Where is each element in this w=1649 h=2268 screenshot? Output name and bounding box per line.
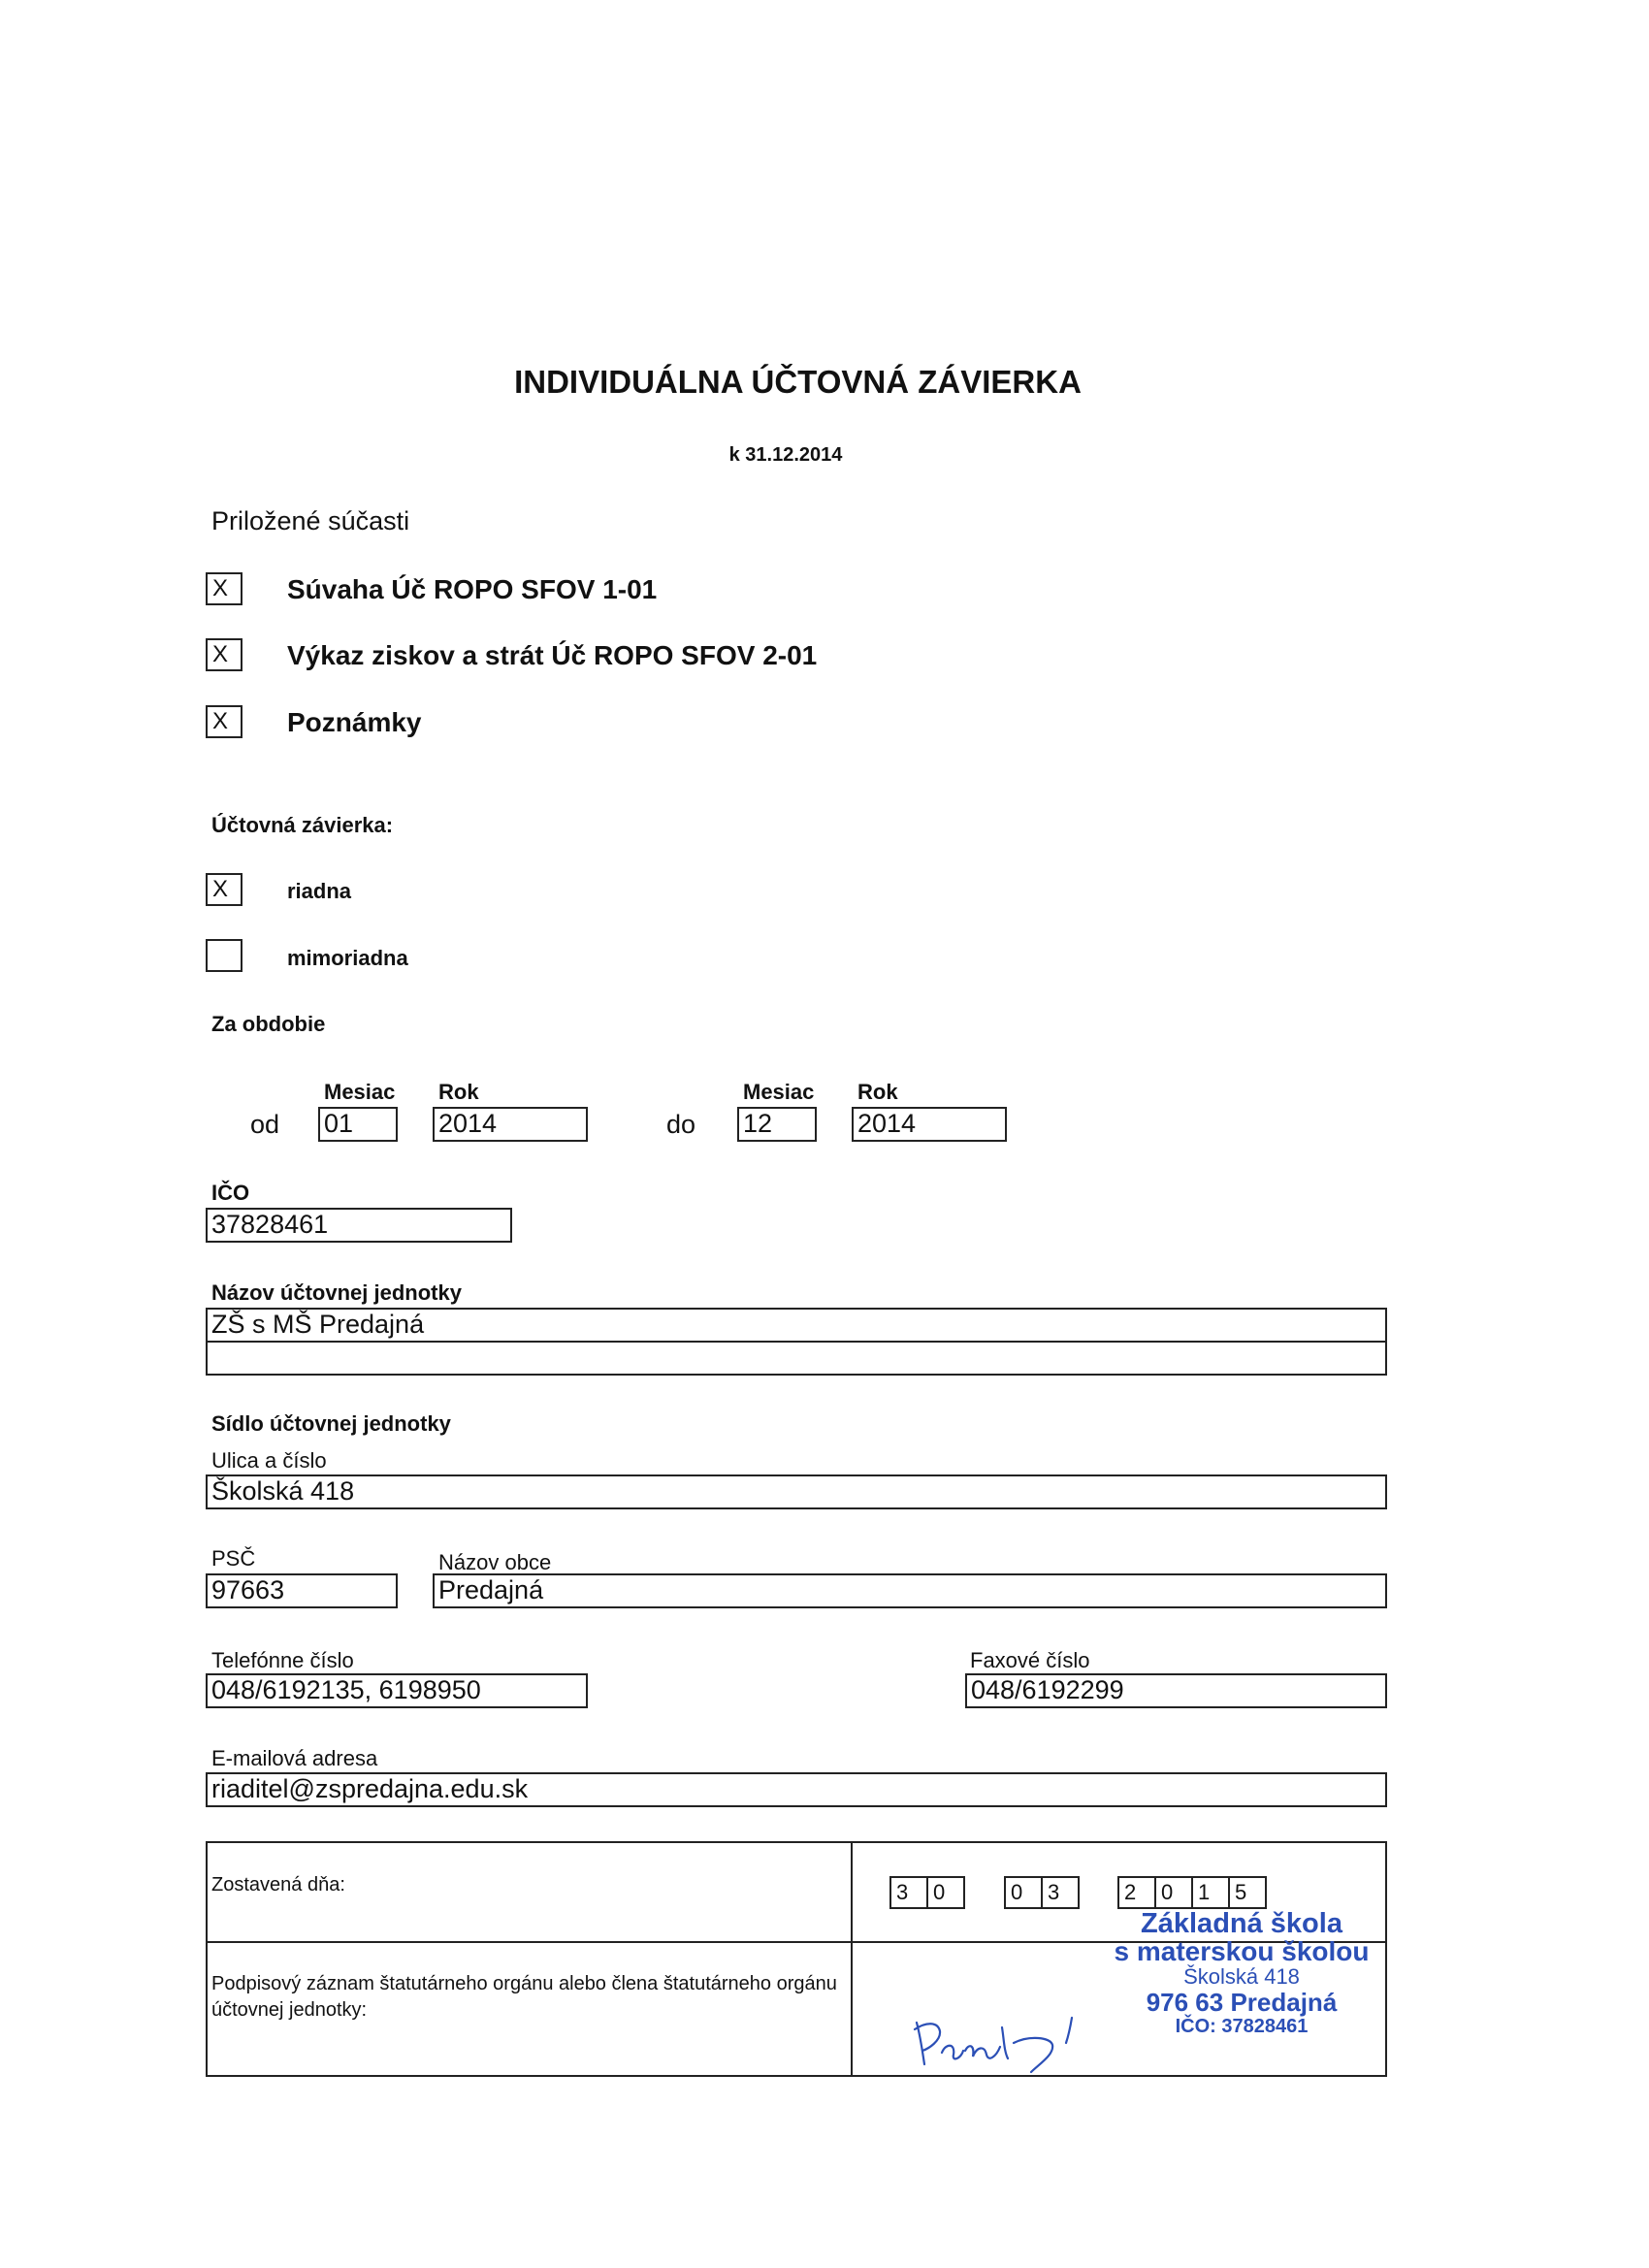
month-digits <box>1004 1876 1080 1909</box>
unit-name-field-2[interactable] <box>206 1341 1387 1376</box>
ico-field[interactable]: 37828461 <box>206 1208 512 1243</box>
checkbox-riadna[interactable]: X <box>206 873 242 906</box>
email-field[interactable]: riaditel@zspredajna.edu.sk <box>206 1772 1387 1807</box>
day-digit-1[interactable]: 3 <box>889 1876 928 1909</box>
to-month-field[interactable]: 12 <box>737 1107 817 1142</box>
school-stamp <box>1086 1909 1397 2037</box>
document-title: INDIVIDUÁLNA ÚČTOVNÁ ZÁVIERKA <box>514 364 1082 400</box>
from-label: od <box>250 1110 280 1139</box>
from-month-label: Mesiac <box>324 1080 396 1104</box>
table-left-border <box>206 1841 208 2077</box>
day-digit-2[interactable]: 0 <box>926 1876 965 1909</box>
label-mimoriadna: mimoriadna <box>287 946 408 970</box>
year-digit-2[interactable]: 0 <box>1154 1876 1193 1909</box>
city-field[interactable]: Predajná <box>433 1573 1387 1608</box>
year-digit-4[interactable]: 5 <box>1228 1876 1267 1909</box>
label-riadna: riadna <box>287 879 352 903</box>
month-digit-1[interactable]: 0 <box>1004 1876 1043 1909</box>
checkbox-vykaz[interactable]: X <box>206 638 242 671</box>
city-label: Názov obce <box>438 1550 552 1574</box>
stamp-line-4: 976 63 Predajná <box>1146 1988 1338 2017</box>
psc-field[interactable]: 97663 <box>206 1573 398 1608</box>
label-poznamky: Poznámky <box>287 707 422 737</box>
fax-label: Faxové číslo <box>970 1648 1090 1672</box>
stamp-line-1: Základná škola <box>1141 1908 1342 1939</box>
street-label: Ulica a číslo <box>211 1448 327 1473</box>
fax-field[interactable]: 048/6192299 <box>965 1673 1387 1708</box>
stamp-line-2: s materskou školou <box>1114 1936 1370 1966</box>
from-year-field[interactable]: 2014 <box>433 1107 588 1142</box>
period-heading: Za obdobie <box>211 1012 326 1036</box>
psc-label: PSČ <box>211 1546 256 1571</box>
ico-label: IČO <box>211 1181 250 1205</box>
to-label: do <box>666 1110 696 1139</box>
signature-label: Podpisový záznam štatutárneho orgánu alebo člena štatutárneho orgánu účtovnej jednotky: <box>211 1973 837 2021</box>
table-top-border <box>206 1841 1387 1843</box>
to-month-label: Mesiac <box>743 1080 815 1104</box>
document-date: k 31.12.2014 <box>728 444 843 466</box>
handwritten-signature <box>907 2008 1091 2076</box>
components-heading: Priložené súčasti <box>211 506 410 535</box>
year-digit-3[interactable]: 1 <box>1191 1876 1230 1909</box>
checkbox-suvaha[interactable]: X <box>206 572 242 605</box>
label-vykaz: Výkaz ziskov a strát Úč ROPO SFOV 2-01 <box>287 640 818 670</box>
address-heading: Sídlo účtovnej jednotky <box>211 1411 451 1436</box>
stamp-line-3: Školská 418 <box>1183 1964 1300 1989</box>
street-field[interactable]: Školská 418 <box>206 1474 1387 1509</box>
to-year-label: Rok <box>857 1080 898 1104</box>
checkbox-mimoriadna[interactable] <box>206 939 242 972</box>
checkbox-poznamky[interactable]: X <box>206 705 242 738</box>
month-digit-2[interactable]: 3 <box>1041 1876 1080 1909</box>
email-label: E-mailová adresa <box>211 1746 378 1770</box>
to-year-field[interactable]: 2014 <box>852 1107 1007 1142</box>
phone-field[interactable]: 048/6192135, 6198950 <box>206 1673 588 1708</box>
statement-type-heading: Účtovná závierka: <box>211 813 394 837</box>
day-digits <box>889 1876 965 1909</box>
label-suvaha: Súvaha Úč ROPO SFOV 1-01 <box>287 574 658 604</box>
unit-name-label: Názov účtovnej jednotky <box>211 1280 462 1305</box>
phone-label: Telefónne číslo <box>211 1648 354 1672</box>
table-bottom-border <box>206 2075 1387 2077</box>
stamp-line-5: IČO: 37828461 <box>1175 2016 1309 2037</box>
table-divider <box>851 1841 853 2077</box>
year-digit-1[interactable]: 2 <box>1117 1876 1156 1909</box>
compiled-label: Zostavená dňa: <box>211 1874 345 1895</box>
year-digits <box>1117 1876 1267 1909</box>
from-year-label: Rok <box>438 1080 479 1104</box>
from-month-field[interactable]: 01 <box>318 1107 398 1142</box>
unit-name-field-1[interactable]: ZŠ s MŠ Predajná <box>206 1308 1387 1343</box>
